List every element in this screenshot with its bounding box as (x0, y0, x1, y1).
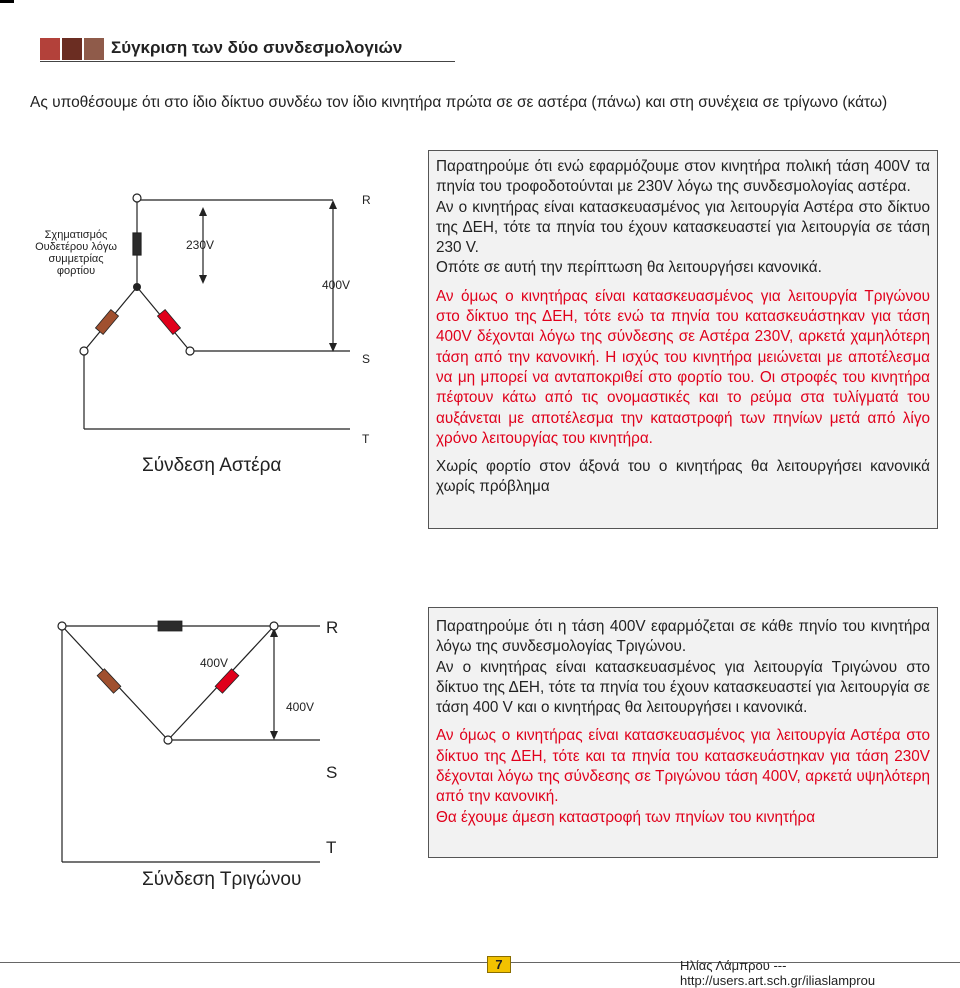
delta-warning: Αν όμως ο κινητήρας είναι κατασκευασμένος για λειτουργία Αστέρα στο δίκτυο της ΔΕΗ, τότε και τα πηνία του κατασκευάστηκαν για τάση 230V δέχονται λόγω της σύνδεσης σε Τριγώνου τάση 400V, αρκετά υψηλότερη από την κανονική. Θα έχουμε άμεση καταστροφή των πηνίων του κινητήρα (436, 727, 930, 826)
label-r: R (362, 193, 371, 207)
star-p1: Παρατηρούμε ότι ενώ εφαρμόζουμε στον κινητήρα πολική τάση 400V τα πηνία του τροφοδοτούνται με 230V λόγω της συνδεσμολογίας αστέρα. Αν ο κινητήρας είναι κατασκευασμένος για λειτουργία Αστέρα στο δίκτυο της ΔΕΗ, τότε τα πηνία του έχουν κατασκευαστεί για λειτουργία σε τάση 230 V. Οπότε σε αυτή την περίπτωση θα λειτουργήσει κανονικά. (436, 158, 930, 277)
star-terminal-left (80, 347, 88, 355)
delta-label-r: R (326, 618, 339, 637)
label-400v: 400V (322, 278, 351, 292)
delta-top-coil (158, 621, 182, 631)
star-terminal-top (133, 194, 141, 202)
delta-label-t: T (326, 838, 337, 857)
intro-text: Ας υποθέσουμε ότι στο ίδιο δίκτυο συνδέω τον ίδιο κινητήρα πρώτα σε σε αστέρα (πάνω) και στη συνέχεια σε τρίγωνο (κάτω) (30, 94, 888, 111)
delta-left-coil (97, 669, 121, 693)
header-square-2 (62, 38, 82, 60)
delta-p1: Παρατηρούμε ότι η τάση 400V εφαρμόζεται σε κάθε πηνίο του κινητήρα λόγω της συνδεσμολογίας Τριγώνου. Αν ο κινητήρας είναι κατασκευασμένος για λειτουργία Τριγώνου στο δίκτυο της ΔΕΗ, τότε τα πηνία του έχουν κατασκευαστεί για λειτουργία σε τάση 400 V και ο κινητήρας θα λειτουργήσει ι κανονικά. (436, 618, 930, 717)
delta-diagram (0, 600, 420, 890)
delta-caption: Σύνδεση Τριγώνου (142, 869, 302, 890)
top-mark (0, 0, 14, 3)
label-t: T (362, 432, 370, 446)
delta-label-400a: 400V (200, 656, 229, 670)
star-caption: Σύνδεση Αστέρα (142, 455, 282, 476)
delta-right-coil (215, 669, 239, 693)
star-diagram (0, 180, 420, 490)
star-explanation-box (428, 150, 938, 529)
neutral-note: Σχηματισμός Ουδετέρου λόγω συμμετρίας φορτίου (35, 229, 117, 277)
star-right-coil (157, 310, 180, 335)
delta-label-s: S (326, 763, 338, 782)
author-credit: Ηλίας Λάμπρου --- http://users.art.sch.gr/iliaslamprou (680, 958, 876, 988)
header-square-1 (40, 38, 60, 60)
star-terminal-right (186, 347, 194, 355)
star-p4: Χωρίς φορτίο στον άξονά του ο κινητήρας θα λειτουργήσει κανονικά χωρίς πρόβλημα (436, 458, 930, 496)
title-underline (40, 61, 455, 62)
star-warning: Αν όμως ο κινητήρας είναι κατασκευασμένος για λειτουργία Τριγώνου στο δίκτυο της ΔΕΗ, τότε ενώ τα πηνία του κατασκευάστηκαν για τάση 400V δέχονται λόγω της σύνδεσης σε Αστέρα 230V, αρκετά χαμηλότερη τάση από την κανονική. Η ισχύς του κινητήρα μειώνεται με αποτέλεσμα να μη μπορεί να ανταποκριθεί στο φορτίο του. Οι στροφές του κινητήρα πέφτουν κάτω από τις ονομαστικές και το ρεύμα στα τυλίγματά του αυξάνεται με αποτέλεσμα την καταστροφή των πηνίων μετά από λίγο χρόνο λειτουργίας του κινητήρα. (436, 287, 930, 447)
page-number: 7 (487, 956, 511, 973)
label-230v: 230V (186, 238, 215, 252)
star-top-coil (133, 233, 141, 255)
star-neutral-point (133, 283, 141, 291)
star-left-coil (95, 310, 118, 335)
label-s: S (362, 352, 371, 366)
header-square-3 (84, 38, 104, 60)
delta-explanation-box (428, 607, 938, 858)
page-title: Σύγκριση των δύο συνδεσμολογιών (111, 38, 403, 57)
delta-label-400b: 400V (286, 700, 315, 714)
